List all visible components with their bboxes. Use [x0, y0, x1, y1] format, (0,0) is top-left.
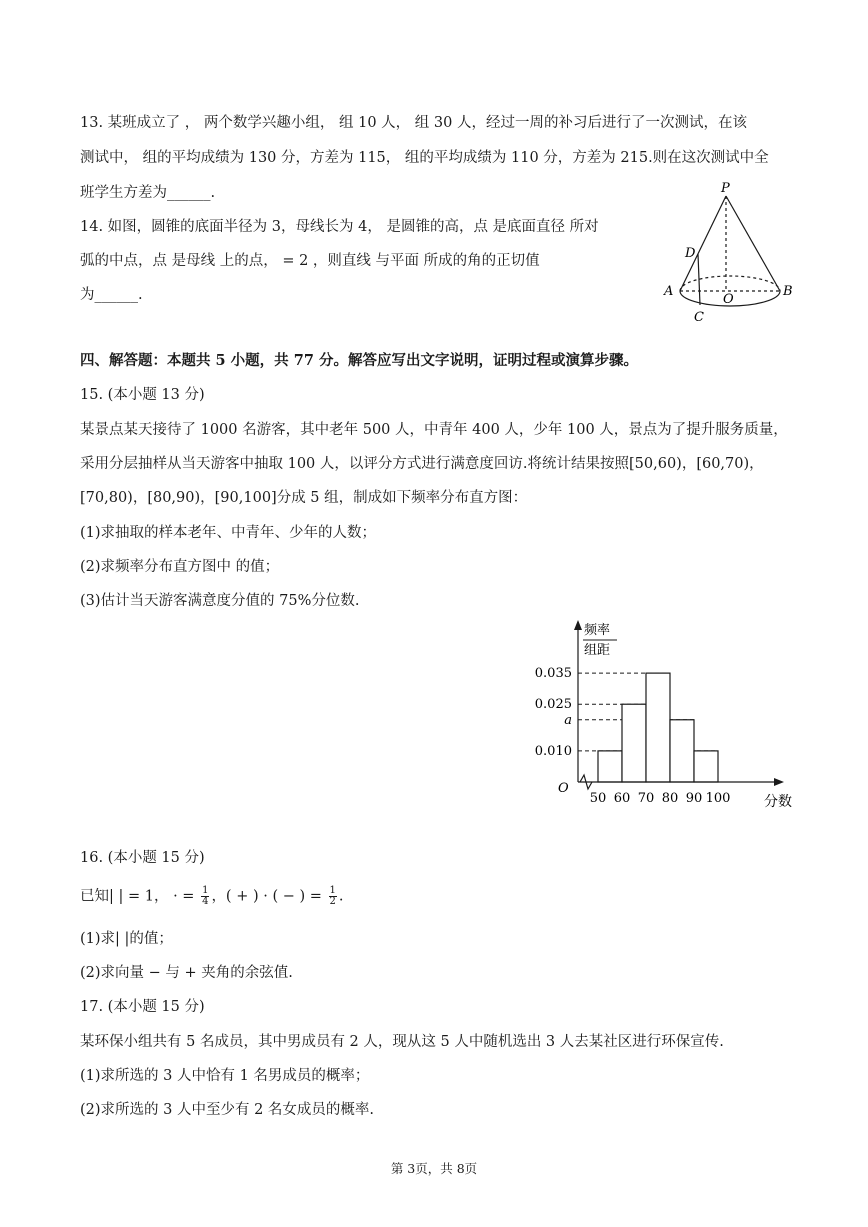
- p15-q3: (3)估计当天游客满意度分值的 75%分位数.: [80, 593, 360, 609]
- p15-q2: (2)求频率分布直方图中 的值；: [80, 559, 280, 575]
- p15-line1: 某景点某天接待了 1000 名游客，其中老年 500 人，中青年 400 人，少年 100 人，景点为了提升服务质量，: [80, 422, 788, 438]
- y-tick-label: 0.025: [534, 697, 572, 713]
- y-tick-label: 0.035: [534, 666, 572, 682]
- fraction-denominator: 2: [329, 896, 336, 907]
- histogram-bar: [622, 704, 646, 782]
- frequency-histogram: [520, 614, 810, 814]
- p16-given-part-b: ，( + ) · ( − ) =: [211, 888, 327, 905]
- fraction-numerator: 1: [329, 885, 336, 896]
- p15-line2: 采用分层抽样从当天游客中抽取 100 人，以评分方式进行满意度回访.将统计结果按照[50,60)，[60,70)，: [80, 456, 764, 472]
- fraction-one-quarter: [201, 886, 209, 907]
- p17-header: 17. (本小题 15 分): [80, 999, 205, 1015]
- cone-label-o: O: [723, 292, 734, 307]
- p17-q2: (2)求所选的 3 人中至少有 2 名女成员的概率.: [80, 1102, 375, 1118]
- histogram-bar: [670, 720, 694, 782]
- x-axis-label: 分数: [764, 794, 792, 810]
- x-tick-label: 80: [661, 791, 679, 806]
- page-footer: 第 3页，共 8页: [390, 1161, 478, 1176]
- y-tick-label: a: [564, 712, 572, 728]
- p17-line1: 某环保小组共有 5 名成员，其中男成员有 2 人，现从这 5 人中随机选出 3 人去某社区进行环保宣传.: [80, 1034, 724, 1050]
- p13-line1: 13. 某班成立了 ， 两个数学兴趣小组， 组 10 人， 组 30 人，经过一周的补习后进行了一次测试，在该: [80, 115, 747, 131]
- p17-q1: (1)求所选的 3 人中恰有 1 名男成员的概率；: [80, 1068, 370, 1084]
- x-tick-label: 90: [685, 791, 703, 806]
- cone-figure: [660, 178, 800, 328]
- section-heading: 四、解答题：本题共 5 小题，共 77 分。解答应写出文字说明，证明过程或演算步骤。: [80, 352, 638, 369]
- p16-q1: (1)求| |的值；: [80, 931, 173, 947]
- x-tick-label: 60: [613, 791, 631, 806]
- y-label-top: 频率: [584, 623, 611, 638]
- p15-line3: [70,80)，[80,90)，[90,100]分成 5 组，制成如下频率分布直方图：: [80, 490, 528, 506]
- p14-line1: 14. 如图，圆锥的底面半径为 3，母线长为 4， 是圆锥的高，点 是底面直径 所对: [80, 219, 599, 235]
- p13-line2: 测试中， 组的平均成绩为 130 分，方差为 115， 组的平均成绩为 110 分，方差为 215.则在这次测试中全: [80, 150, 769, 166]
- histogram-bar: [646, 673, 670, 782]
- y-tick-label: 0.010: [534, 743, 572, 759]
- cone-edge-pb: [726, 196, 780, 291]
- p16-header: 16. (本小题 15 分): [80, 850, 205, 866]
- y-label-bottom: 组距: [584, 643, 611, 658]
- fraction-numerator: 1: [202, 885, 209, 896]
- cone-base-back: [680, 276, 780, 291]
- x-axis-arrow: [774, 778, 784, 786]
- cone-label-a: A: [664, 284, 674, 299]
- p16-given: [80, 886, 343, 907]
- cone-label-c: C: [694, 310, 704, 325]
- p15-header: 15. (本小题 13 分): [80, 387, 205, 403]
- p15-q1: (1)求抽取的样本老年、中青年、少年的人数；: [80, 525, 377, 541]
- origin-label: O: [558, 781, 569, 796]
- cone-label-b: B: [783, 284, 793, 299]
- cone-label-p: P: [721, 181, 730, 196]
- x-tick-label: 50: [589, 791, 607, 806]
- histogram-bar: [694, 751, 718, 782]
- fraction-denominator: 4: [202, 896, 209, 907]
- x-tick-label: 100: [705, 791, 731, 806]
- y-axis-arrow: [574, 620, 582, 630]
- p14-line2: 弧的中点，点 是母线 上的点， = 2 ，则直线 与平面 所成的角的正切值: [80, 253, 540, 269]
- p16-q2: (2)求向量 − 与 + 夹角的余弦值.: [80, 965, 293, 981]
- histogram-bar: [598, 751, 622, 782]
- fraction-one-half: [329, 886, 337, 907]
- x-tick-label: 70: [637, 791, 655, 806]
- p16-given-part-a: 已知| | = 1， · =: [80, 888, 200, 905]
- cone-label-d: D: [685, 246, 696, 261]
- p13-line3: 班学生方差为______.: [80, 185, 216, 201]
- p16-given-end: .: [338, 888, 344, 905]
- p14-line3: 为______.: [80, 287, 143, 303]
